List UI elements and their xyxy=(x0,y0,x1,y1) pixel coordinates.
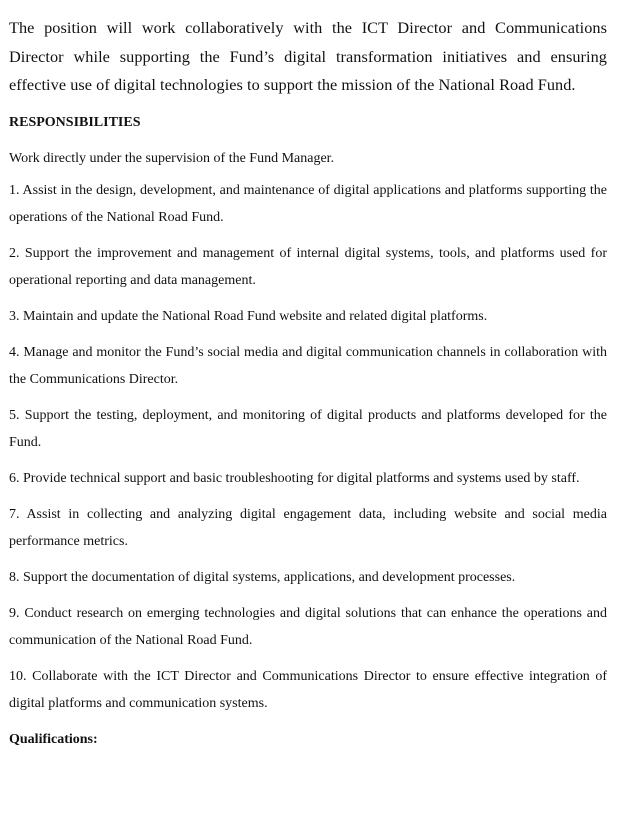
responsibility-item-4: 4. Manage and monitor the Fund’s social media and digital communication channels in collaboration with the Communications Director. xyxy=(9,344,607,387)
qualifications-heading: Qualifications: xyxy=(9,731,98,747)
responsibilities-list xyxy=(9,177,607,717)
supervision-statement: Work directly under the supervision of the Fund Manager. xyxy=(9,150,335,166)
responsibilities-heading: RESPONSIBILITIES xyxy=(9,114,141,130)
responsibility-item-1: 1. Assist in the design, development, and maintenance of digital applications and platforms supporting the operations of the National Road Fund. xyxy=(9,182,607,225)
responsibility-item-9: 9. Conduct research on emerging technologies and digital solutions that can enhance the operations and communication of the National Road Fund. xyxy=(9,605,607,648)
responsibility-item-6: 6. Provide technical support and basic troubleshooting for digital platforms and systems used by staff. xyxy=(9,470,580,486)
responsibility-item-2: 2. Support the improvement and management of internal digital systems, tools, and platforms used for operational reporting and data management. xyxy=(9,245,607,288)
responsibility-item-8: 8. Support the documentation of digital systems, applications, and development processes. xyxy=(9,569,516,585)
intro-paragraph: The position will work collaboratively with the ICT Director and Communications Director while supporting the Fund’s digital transformation initiatives and ensuring effective use of digital technologies to support the mission of the National Road Fund. xyxy=(9,18,607,95)
responsibility-item-3: 3. Maintain and update the National Road Fund website and related digital platforms. xyxy=(9,308,488,324)
responsibility-item-7: 7. Assist in collecting and analyzing digital engagement data, including website and social media performance metrics. xyxy=(9,506,607,549)
responsibility-item-5: 5. Support the testing, deployment, and monitoring of digital products and platforms developed for the Fund. xyxy=(9,407,607,450)
responsibility-item-10: 10. Collaborate with the ICT Director and Communications Director to ensure effective integration of digital platforms and communication systems. xyxy=(9,668,607,711)
document-page xyxy=(9,14,607,753)
